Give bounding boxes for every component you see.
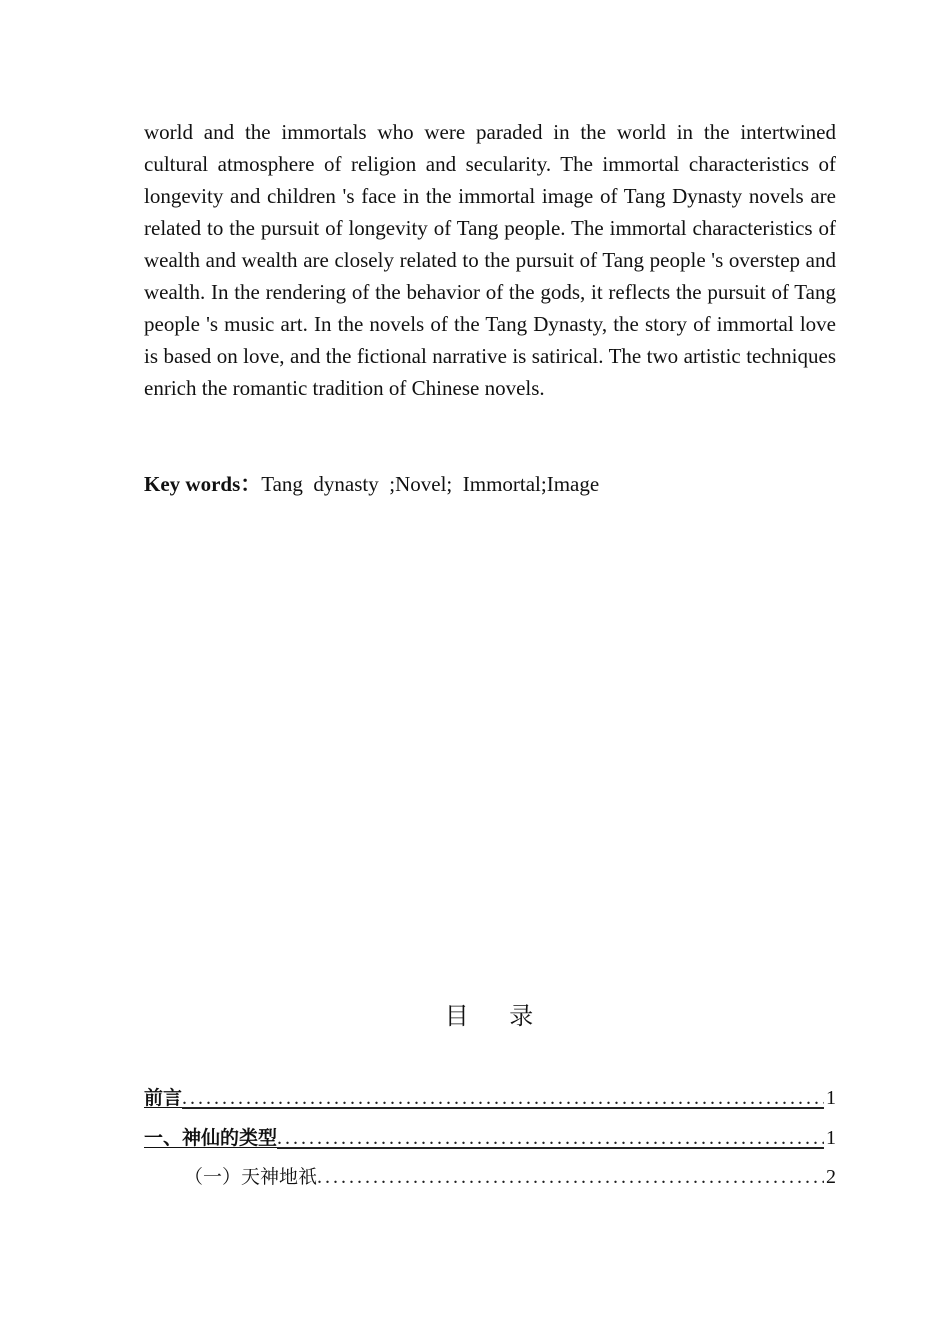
toc-title: 目 录 (444, 1002, 536, 1030)
toc-entry-chapter-1[interactable] (144, 1122, 836, 1152)
toc-page-number: 1 (826, 1127, 836, 1149)
toc-entry-text: 一、神仙的类型 (144, 1127, 278, 1149)
keywords-label: Key words： (144, 472, 262, 496)
toc-leader-dots (277, 1124, 824, 1152)
toc-entry-section-1-1[interactable] (144, 1161, 836, 1191)
keywords-value: Tang dynasty ;Novel; Immortal;Image (261, 472, 600, 496)
toc-entry-text: 前言 (144, 1087, 183, 1109)
toc-entry-text: （一）天神地祇 (184, 1166, 318, 1188)
toc-leader-dots (317, 1163, 824, 1191)
keywords-line (144, 468, 836, 500)
toc-entry-preface[interactable] (144, 1082, 836, 1112)
toc-page-number: 2 (826, 1166, 836, 1188)
abstract-paragraph: world and the immortals who were paraded in the world in the intertwined cultural atmosphere of religion and secularity. The immortal characteristics of longevity and children 's face in the immortal image of Tang Dynasty novels are related to the pursuit of longevity of Tang people. The immortal characteristics of wealth and wealth are closely related to the pursuit of Tang people 's overstep and wealth. In the rendering of the behavior of the gods, it reflects the pursuit of Tang people 's music art. In the novels of the Tang Dynasty, the story of immortal love is based on love, and the fictional narrative is satirical. The two artistic techniques enrich the romantic tradition of Chinese novels. (144, 120, 836, 400)
toc-leader-dots (182, 1084, 824, 1112)
toc-page-number: 1 (826, 1087, 836, 1109)
